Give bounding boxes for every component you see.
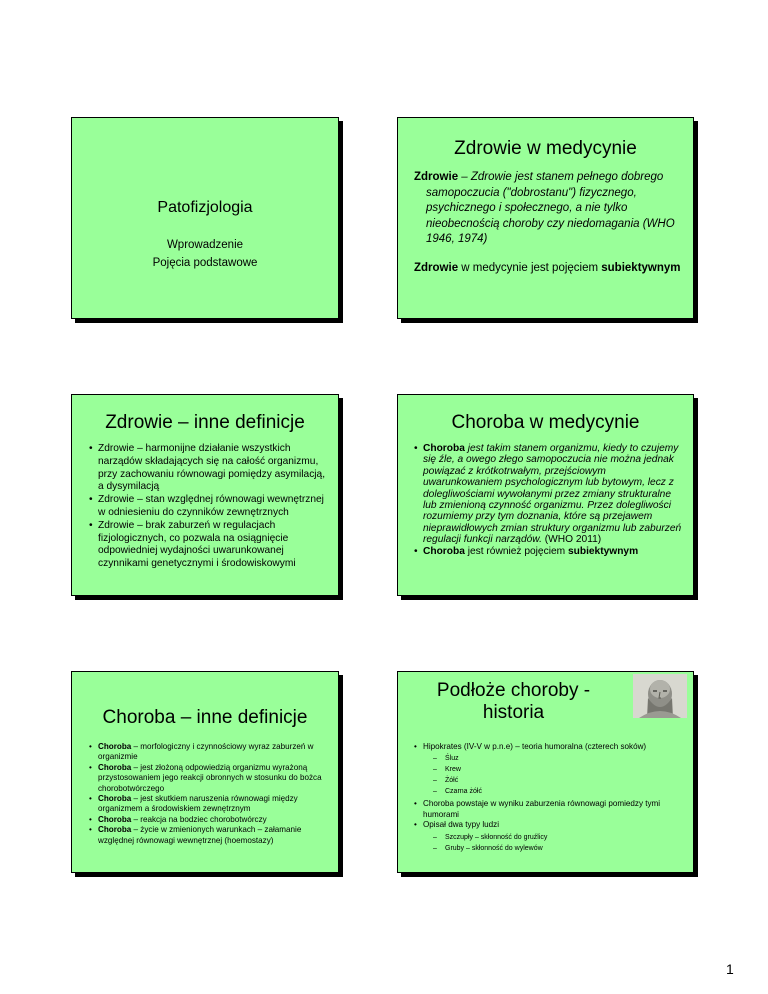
item-text: Opisał dwa typy ludzi — [423, 820, 500, 830]
item-text: – życie w zmienionych warunkach – załamanie względnej równowagi wewnętrznej (hoemostazy) — [98, 825, 302, 845]
slide-title: Patofizjologia — [157, 199, 253, 216]
sublist-item: – Śluz — [423, 753, 685, 764]
bullet-list — [414, 443, 685, 557]
slide-title-line2: historia — [482, 702, 545, 723]
list-item — [89, 825, 328, 846]
sublist-item: – Szczupły – skłonność do gruźlicy — [423, 832, 685, 843]
term: Choroba — [98, 825, 132, 835]
hippocrates-portrait-image — [633, 674, 687, 718]
list-item — [89, 815, 328, 825]
slide-patofizjologia — [71, 117, 339, 319]
types-sublist — [423, 832, 685, 854]
term: Choroba — [98, 762, 132, 772]
slide-choroba-inne-definicje — [71, 671, 339, 873]
sublist-item: – Krew — [423, 764, 685, 775]
slide-paragraph-subjective — [414, 261, 681, 276]
list-item — [89, 763, 328, 794]
slide-subtitle-line1: Wprowadzenie — [166, 239, 244, 251]
list-item: • Zdrowie – brak zaburzeń w regulacjach fizjologicznych, co pozwala na osiągnięcie odpowiedniej wydajności uwarunkowanej czynnikami genetycznymi i środowiskowymi — [89, 520, 328, 571]
list-item — [89, 794, 328, 815]
definition-text: – Zdrowie jest stanem pełnego dobrego samopoczucia ("dobrostanu") fizycznego, psychicznego i społecznego, a nie tylko nieobecnością choroby czy niedomagania (WHO 1946, 1974) — [426, 171, 675, 245]
term: Choroba — [98, 742, 132, 751]
emphasis: subiektywnym — [567, 545, 639, 557]
list-item — [414, 742, 685, 797]
emphasis: subiektywnym — [601, 262, 681, 274]
slide-title — [398, 680, 629, 724]
item-text: jest również pojęciem — [464, 545, 568, 557]
bullet-list — [89, 443, 328, 571]
item-text: – jest skutkiem naruszenia równowagi między organizmem a środowiskiem zewnętrznym — [98, 794, 298, 814]
item-text: – jest złożoną odpowiedzią organizmu wyrażoną przystosowaniem jego reakcji obronnych w stosunku do bożca chorobotwórczego — [98, 762, 322, 793]
slide-subtitle-line2: Pojęcia podstawowe — [152, 257, 258, 269]
bullet-list — [414, 742, 685, 856]
list-item — [89, 742, 328, 763]
sublist-item: – Gruby – skłonność do wylewów — [423, 843, 685, 854]
list-item — [414, 443, 685, 546]
item-text: – morfologiczny i czynnościowy wyraz zaburzeń w organizmie — [98, 742, 314, 762]
sublist-item: – Czarna żółć — [423, 786, 685, 797]
slide-zdrowie-inne-definicje — [71, 394, 339, 596]
term: Zdrowie — [414, 171, 459, 183]
term: Choroba — [423, 443, 465, 454]
term: Choroba — [98, 814, 132, 824]
slide-title: Zdrowie w medycynie — [454, 138, 637, 159]
slide-choroba-w-medycynie — [397, 394, 694, 596]
slide-title: Zdrowie – inne definicje — [105, 412, 305, 433]
source: (WHO 2011) — [541, 534, 602, 546]
term: Zdrowie — [414, 262, 459, 274]
definition-text: jest takim stanem organizmu, kiedy to czujemy się źle, a owego złego samopoczucia nie można jednak powiązać z krótkotrwałym, przejściowym uwarunkowaniem psychologicznym lub bytowym, lecz z dolegliwościami wywołanymi przez zmiany strukturalne lub zmienioną czynność organizmu. Przez dolegliwości rozumiemy przy tym doznania, które są przejawem nieprawidłowych zmian struktury organizmu lub zaburzeń regulacji funkcji narządów. — [423, 443, 682, 546]
slide-podloze-choroby-historia — [397, 671, 694, 873]
bullet-list — [89, 742, 328, 846]
list-item — [414, 546, 685, 557]
slide-zdrowie-w-medycynie — [397, 117, 694, 319]
humors-sublist — [423, 753, 685, 797]
list-item — [414, 820, 685, 853]
slide-title: Choroba – inne definicje — [102, 707, 308, 728]
term: Choroba — [423, 545, 465, 557]
list-item: • Zdrowie – stan względnej równowagi wewnętrznej w odniesieniu do czynników zewnętrznych — [89, 494, 328, 520]
paragraph-text: w medycynie jest pojęciem — [458, 262, 602, 274]
list-item: • Choroba powstaje w wyniku zaburzenia równowagi pomiedzy tymi humorami — [414, 799, 685, 820]
term: Choroba — [98, 794, 132, 804]
page-number: 1 — [726, 961, 734, 977]
slide-title: Choroba w medycynie — [451, 412, 640, 433]
item-text: Hipokrates (IV-V w p.n.e) – teoria humoralna (czterech soków) — [423, 742, 647, 751]
item-text: – reakcja na bodziec chorobotwórczy — [131, 814, 267, 824]
slide-title-line1: Podłoże choroby - — [436, 680, 591, 701]
list-item: • Zdrowie – harmonijne działanie wszystkich narządów składających się na całość organizmu, przy zachowaniu równowagi pomiędzy asymilacją, a dysymilacją — [89, 443, 328, 494]
sublist-item: – Żółć — [423, 775, 685, 786]
slide-paragraph-definition — [414, 170, 681, 248]
